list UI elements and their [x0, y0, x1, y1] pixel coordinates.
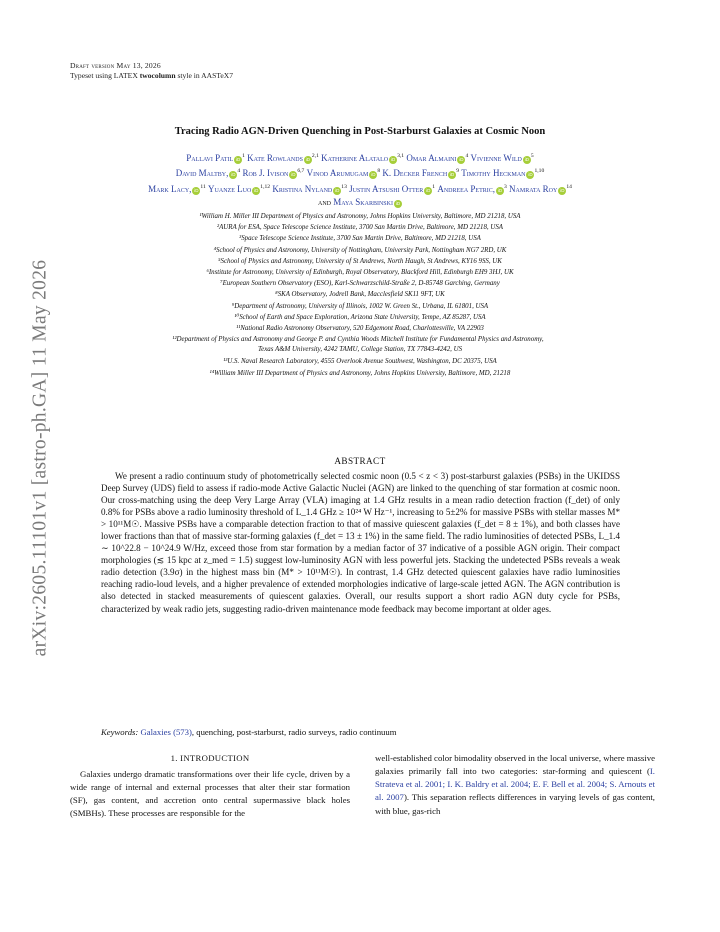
- affiliation-line: ⁹Department of Astronomy, University of Illinois, 1002 W. Green St., Urbana, IL 61801, USA: [231, 302, 489, 310]
- author-name[interactable]: Yuanze Luo: [208, 183, 252, 194]
- orcid-icon[interactable]: iD: [426, 187, 431, 193]
- author-name[interactable]: Katherine Alatalo: [321, 153, 389, 163]
- orcid-icon[interactable]: iD: [450, 172, 455, 178]
- author-affil-sup: 13: [341, 183, 347, 190]
- affiliation-line: ¹⁴William Miller III Department of Physics and Astronomy, Johns Hopkins University, Baltimore, MD, 21218: [209, 369, 511, 377]
- keywords-rest: , quenching, post-starburst, radio surveys, radio continuum: [191, 727, 397, 737]
- orcid-icon[interactable]: iD: [524, 157, 530, 162]
- keyword-link[interactable]: Galaxies (573): [140, 727, 192, 737]
- author-name[interactable]: Mark Lacy,: [148, 183, 192, 194]
- author-list: [70, 150, 650, 210]
- arxiv-identifier: [26, 223, 54, 693]
- author-name[interactable]: Vivienne Wild: [470, 153, 522, 163]
- affiliation-line: ¹²Department of Physics and Astronomy and George P. and Cynthia Woods Mitchell Institute for Fundamental Physics and Astronomy,: [172, 336, 544, 344]
- latex-logo: LATEX: [113, 71, 138, 80]
- section-heading: 1. INTRODUCTION: [170, 753, 250, 763]
- affiliation-line: ⁵School of Physics and Astronomy, University of St Andrews, North Haugh, St Andrews, KY16 9SS, UK: [218, 257, 502, 265]
- orcid-icon[interactable]: iD: [305, 157, 311, 162]
- author-name[interactable]: Namrata Roy: [509, 183, 558, 194]
- author-name[interactable]: Pallavi Patil: [186, 153, 234, 163]
- author-name[interactable]: David Maltby,: [175, 168, 229, 179]
- affiliation-line: ¹³U.S. Naval Research Laboratory, 4555 Overlook Avenue Southwest, Washington, DC 20375, USA: [223, 358, 497, 366]
- author-affil-sup: 2,1: [311, 153, 319, 159]
- draft-header: [70, 61, 233, 81]
- affiliation-line: ³Space Telescope Science Institute, 3700 San Martin Drive, Baltimore, MD 21218, USA: [239, 235, 481, 243]
- keywords-label: Keywords:: [101, 727, 139, 737]
- author-affil-sup: 5: [530, 153, 534, 159]
- orcid-icon[interactable]: iD: [395, 201, 401, 207]
- intro-column-right: well-established color bimodality observed in the local universe, where massive galaxies primarily fall into two categories: star-forming and quiescent (I. Strateva et al. 2001; I. K. Baldry et al. 2004; E. F. Bell et al. 2004; S. Arnouts et al. 2007). This separation reflects differences in varying levels of gas content, with blue, gas-rich: [375, 753, 655, 816]
- affiliation-line: ⁷European Southern Observatory (ESO), Karl-Schwarzschild-Straße 2, D-85748 Garching, Germany: [220, 280, 500, 288]
- author-affil-sup: 4: [237, 168, 241, 175]
- orcid-icon[interactable]: iD: [291, 172, 296, 178]
- author-affil-sup: 1,10: [534, 168, 545, 175]
- orcid-icon[interactable]: iD: [371, 172, 376, 178]
- author-affil-sup: 4: [465, 153, 469, 159]
- author-name[interactable]: Rob J. Ivison: [242, 168, 289, 179]
- affiliation-line: ⁶Institute for Astronomy, University of Edinburgh, Royal Observatory, Blackford Hill, Edinburgh EH9 3HJ, UK: [206, 269, 514, 277]
- orcid-icon[interactable]: iD: [254, 187, 259, 193]
- author-affil-sup: 8: [377, 168, 381, 175]
- orcid-icon[interactable]: iD: [497, 187, 503, 193]
- affiliation-line: Texas A&M University, 4242 TAMU, College Station, TX 77843-4242, US: [257, 346, 463, 354]
- author-name[interactable]: Omar Almaini: [406, 153, 457, 163]
- orcid-icon[interactable]: iD: [194, 187, 199, 193]
- affiliation-line: ¹¹National Radio Astronomy Observatory, 520 Edgemont Road, Charlottesville, VA 22903: [236, 325, 484, 333]
- affiliation-line: ¹William H. Miller III Department of Physics and Astronomy, Johns Hopkins University, Baltimore, MD 21218, USA: [199, 213, 521, 220]
- orcid-icon[interactable]: iD: [390, 157, 396, 162]
- author-name[interactable]: Andreea Petric,: [437, 183, 495, 194]
- orcid-icon[interactable]: iD: [528, 172, 533, 178]
- orcid-icon[interactable]: iD: [231, 172, 236, 178]
- author-affil-sup: 1: [432, 183, 436, 190]
- author-affil-sup: 11: [200, 183, 206, 190]
- arxiv-id-text: arXiv:2605.11101v1 [astro-ph.GA] 11 May 2026: [29, 259, 51, 657]
- author-affil-sup: 6,7: [297, 168, 305, 175]
- affiliation-list: [56, 211, 664, 379]
- intro-column-left: Galaxies undergo dramatic transformations over their life cycle, driven by a wide range of internal and external processes that alter their star formation (SF), gas content, and accretion onto central supermassive black holes (SMBHs). These processes are responsible for the: [70, 769, 350, 819]
- author-affil-sup: 1: [242, 153, 245, 159]
- orcid-icon[interactable]: iD: [235, 157, 241, 162]
- affiliation-line: ⁸SKA Observatory, Jodrell Bank, Macclesfield SK11 9FT, UK: [275, 291, 445, 299]
- author-name[interactable]: Kate Rowlands: [247, 153, 303, 163]
- abstract-heading: ABSTRACT: [334, 456, 386, 466]
- author-affil-sup: 3: [504, 183, 507, 190]
- author-affil-sup: 9: [456, 168, 459, 175]
- keywords: [101, 727, 620, 737]
- draft-version: Draft version May 13, 2026: [70, 61, 161, 70]
- typeset-line: Typeset using LATEX twocolumn style in AASTeX7: [70, 71, 234, 80]
- abstract-text: We present a radio continuum study of photometrically selected cosmic noon (0.5 < z < 3) post-starburst galaxies (PSBs) in the UKIDSS Deep Survey (UDS) field to assess if radio-mode Active Galactic Nuclei (AGN) are linked to the quenching of star formation at cosmic noon. Our cross-matching using the deep Very Large Array (VLA) imaging at 1.4 GHz results in a mean radio detection fraction (f_det) of only 0.8% for PSBs above a radio luminosity threshold of L_1.4 GHz ≥ 10²⁴ W Hz⁻¹, increasing to 5±2% for massive PSBs with stellar masses M* > 10¹¹M☉. Massive PSBs have a comparable detection fraction to that of massive quiescent galaxies (f_det = 8 ± 1%), and both classes have lower fractions than that of massive star-forming galaxies (f_det = 13 ± 1%) in the same field. The radio luminosities of detected PSBs, L_1.4 ∼ 10^22.8 − 10^24.9 W/Hz, exceed those from star formation by a median factor of 37 indicative of a possible AGN origin. Their compact morphologies (≲ 15 kpc at z_med = 1.5) suggest low-luminosity AGN with less powerful jets. Stacking the undetected PSBs reveals a weak radio detection (3.9σ) in the highest mass bin (M* > 10¹¹M☉). In contrast, 1.4 GHz detected quiescent galaxies have radio luminosities reaching radio-loud levels, and a higher prevalence of extended morphologies indicative of large-scale jetted AGN. The AGN contribution is also detected in stacked measurements of quiescent galaxies. Overall, our results support a short radio AGN duty cycle for PSBs, characterized by weak radio jets, suggesting radio-driven maintenance mode feedback may become important at older ages.: [101, 471, 620, 614]
- author-name[interactable]: Justin Atsushi Otter: [349, 183, 424, 194]
- author-name[interactable]: Maya Skarbinski: [333, 197, 393, 208]
- orcid-icon[interactable]: iD: [335, 187, 340, 193]
- author-affil-sup: 3,1: [397, 153, 405, 159]
- paper-title: Tracing Radio AGN-Driven Quenching in Post-Starburst Galaxies at Cosmic Noon: [174, 126, 546, 137]
- author-affil-sup: 1,12: [260, 183, 271, 190]
- citation-links[interactable]: I. Strateva et al. 2001; I. K. Baldry et al. 2004; E. F. Bell et al. 2004; S. Arnouts et al. 2007: [375, 766, 655, 803]
- orcid-icon[interactable]: iD: [459, 157, 464, 162]
- affiliation-line: ¹⁰School of Earth and Space Exploration, Arizona State University, Tempe, AZ 85287, USA: [234, 313, 486, 321]
- orcid-icon[interactable]: iD: [560, 187, 565, 193]
- author-name[interactable]: Vinod Arumugam: [306, 168, 369, 179]
- affiliation-line: ⁴School of Physics and Astronomy, University of Nottingham, University Park, Nottingham NG7 2RD, UK: [213, 246, 507, 254]
- authors-and: and: [318, 197, 334, 208]
- author-affil-sup: 14: [566, 183, 572, 190]
- author-name[interactable]: K. Decker French: [382, 168, 448, 179]
- author-name[interactable]: Timothy Heckman: [461, 168, 526, 179]
- author-name[interactable]: Kristina Nyland: [272, 183, 333, 194]
- affiliation-line: ²AURA for ESA, Space Telescope Science Institute, 3700 San Martin Drive, Baltimore, MD 21218, USA: [217, 224, 503, 232]
